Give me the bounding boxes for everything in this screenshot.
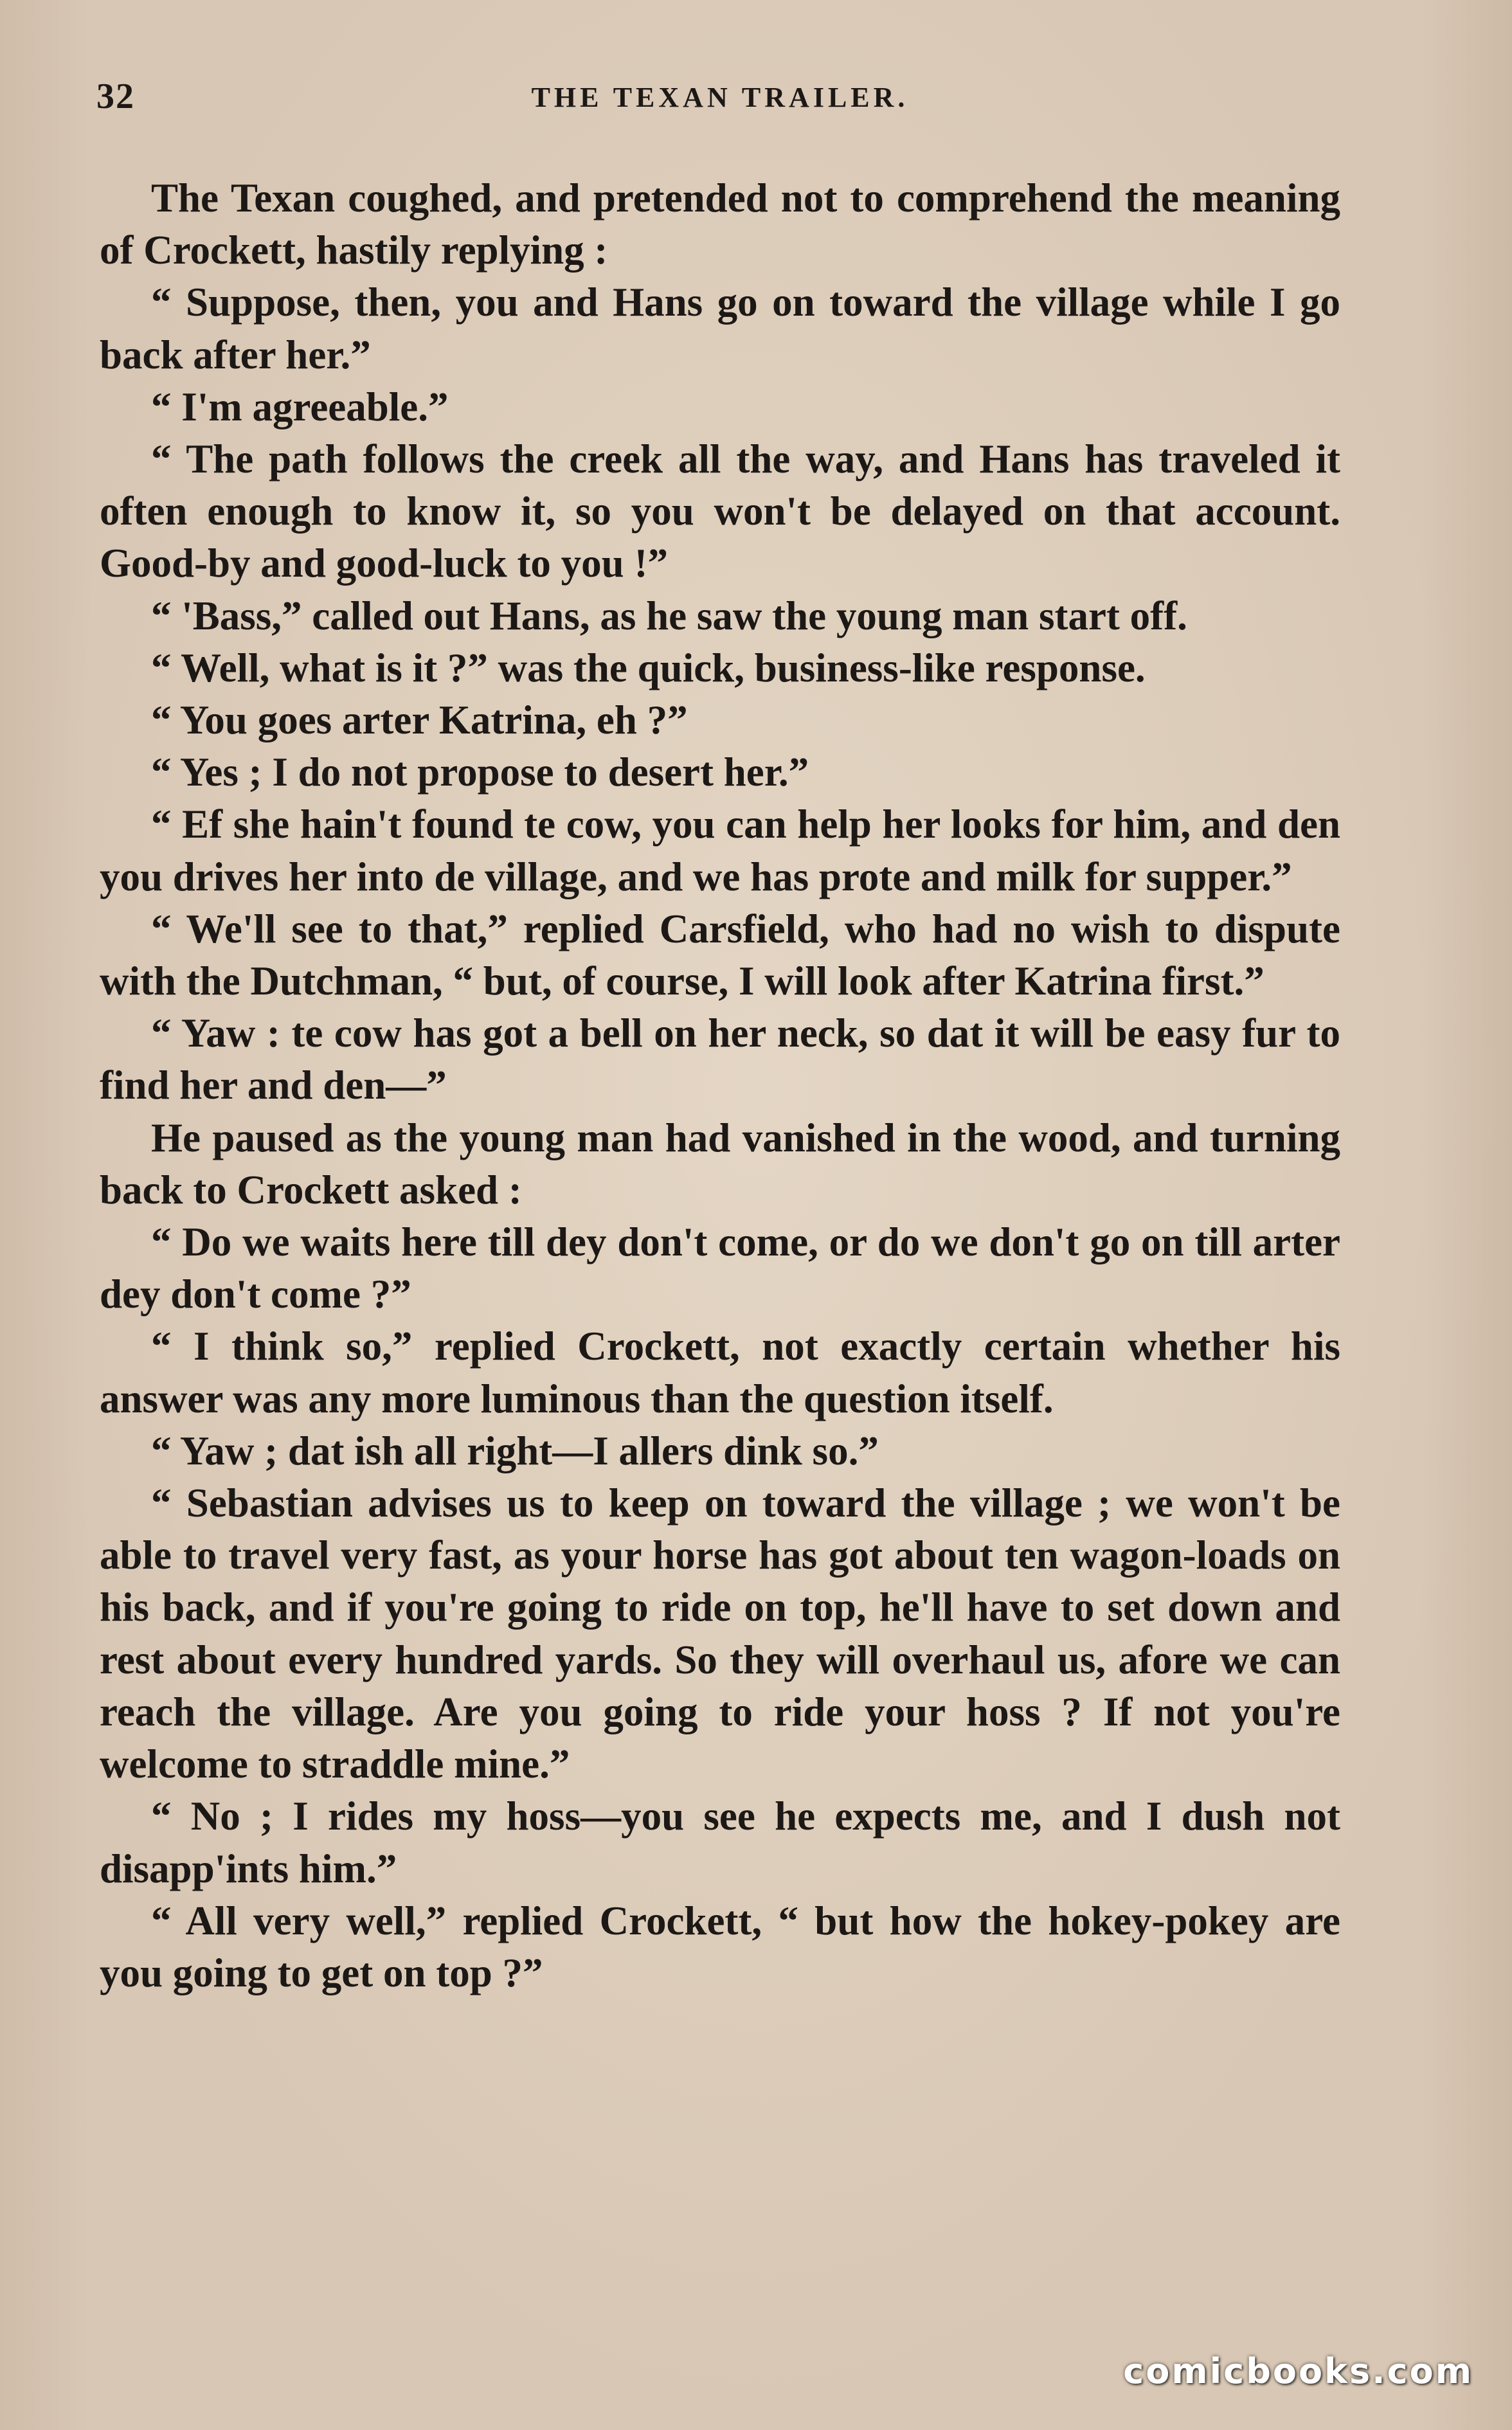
- paragraph: “ Yaw : te cow has got a bell on her neck, so dat it will be easy fur to find her and den—”: [100, 1011, 1340, 1108]
- paragraph: “ We'll see to that,” replied Carsfield, who had no wish to dispute with the Dutchman, “ but, of course, I will look after Katrina first.”: [100, 906, 1340, 1004]
- paragraph: The Texan coughed, and pretended not to comprehend the meaning of Crockett, hastily replying :: [100, 176, 1340, 273]
- paragraph: “ 'Bass,” called out Hans, as he saw the young man start off.: [151, 593, 1187, 638]
- page-number: 32: [96, 76, 135, 116]
- paragraph: “ Ef she hain't found te cow, you can help her looks for him, and den you drives her into de village, and we has prote and milk for supper.”: [100, 802, 1340, 899]
- paragraph: “ Well, what is it ?” was the quick, business-like response.: [151, 645, 1146, 690]
- paragraph: He paused as the young man had vanished in the wood, and turning back to Crockett asked :: [100, 1115, 1340, 1212]
- paragraph: “ Suppose, then, you and Hans go on toward the village while I go back after her.”: [100, 280, 1340, 377]
- paragraph: “ Do we waits here till dey don't come, or do we don't go on till arter dey don't come ?”: [100, 1220, 1340, 1317]
- paragraph: “ You goes arter Katrina, eh ?”: [151, 698, 688, 743]
- paragraph: “ Yaw ; dat ish all right—I allers dink so.”: [151, 1428, 879, 1473]
- paragraph: “ The path follows the creek all the way, and Hans has traveled it often enough to know it, so you won't be delayed on that account. Good-by and good-luck to you !”: [100, 437, 1340, 586]
- paragraph: “ All very well,” replied Crockett, “ but how the hokey-pokey are you going to get on top ?”: [100, 1898, 1340, 1995]
- paragraph: “ I'm agreeable.”: [151, 384, 449, 429]
- page-header: [96, 76, 1344, 127]
- paragraph: “ I think so,” replied Crockett, not exactly certain whether his answer was any more luminous than the question itself.: [100, 1324, 1340, 1421]
- watermark: comicbooks.com: [1123, 2351, 1473, 2391]
- paragraph: “ Yes ; I do not propose to desert her.”: [151, 750, 809, 795]
- body-text: [100, 172, 1340, 1999]
- running-head: THE TEXAN TRAILER.: [531, 82, 909, 113]
- paragraph: “ No ; I rides my hoss—you see he expects me, and I dush not disapp'ints him.”: [100, 1794, 1340, 1891]
- paragraph: “ Sebastian advises us to keep on toward the village ; we won't be able to travel very fast, as your horse has got about ten wagon-loads on his back, and if you're going to ride on top, he'll have to set down and rest about every hundred yards. So they will overhaul us, afore we can reach the village. Are you going to ride your hoss ? If not you're welcome to straddle mine.”: [100, 1480, 1340, 1787]
